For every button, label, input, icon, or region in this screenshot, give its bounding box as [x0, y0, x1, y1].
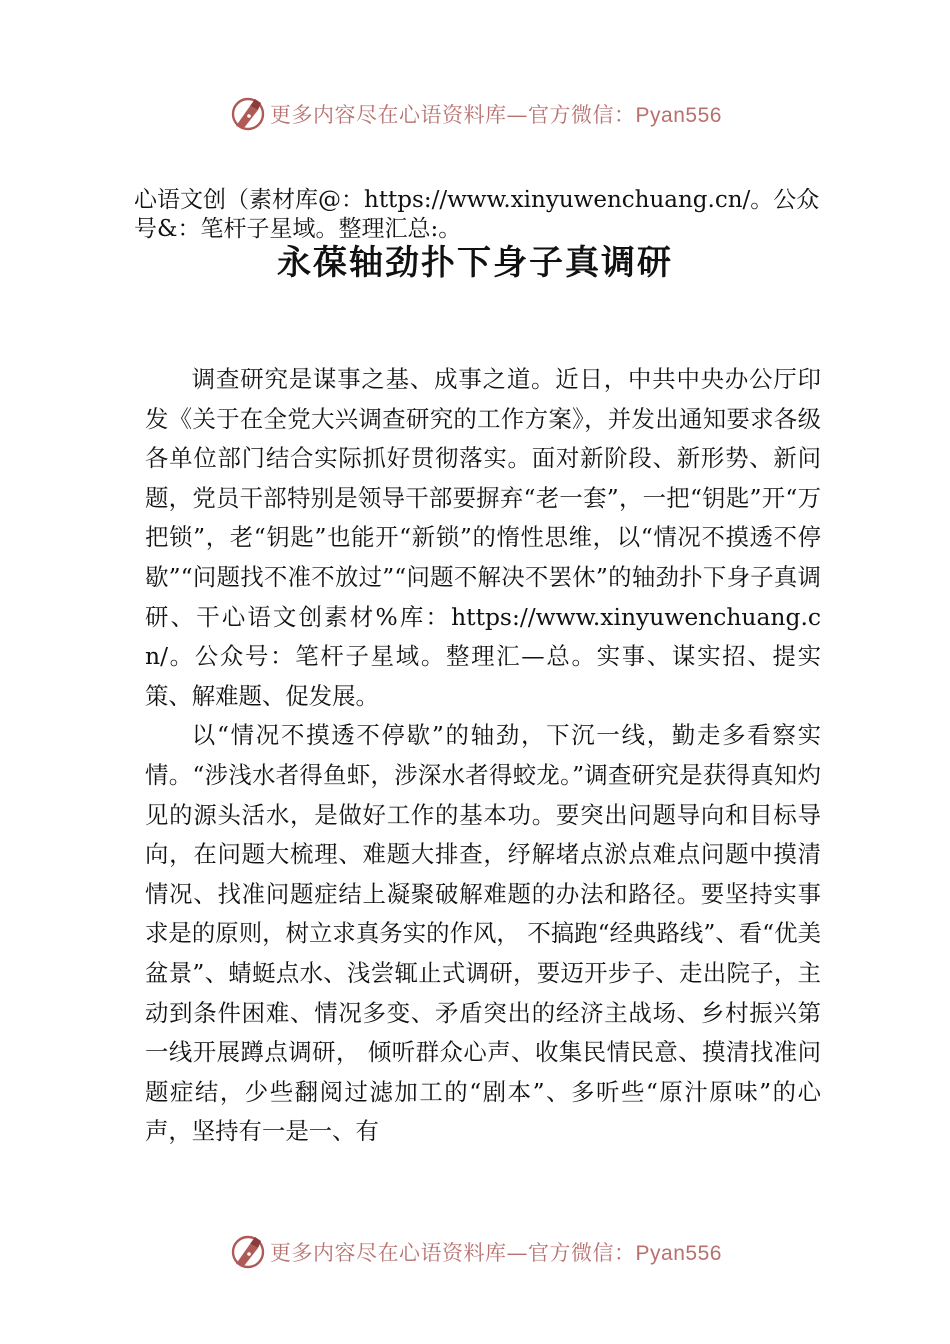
- pen-nib-logo-icon: [228, 1232, 268, 1272]
- watermark-banner-bottom: [0, 1232, 950, 1272]
- document-title: 永葆轴劲扑下身子真调研: [277, 243, 673, 283]
- watermark-handle: Pyan556: [635, 1242, 722, 1265]
- document-body: [145, 360, 821, 1152]
- watermark-text: 更多内容尽在心语资料库—官方微信：: [270, 103, 636, 127]
- header-note: 心语文创（素材库@：https://www.xinyuwenchuang.cn/。公众号&：笔杆子星域。整理汇总:。: [134, 187, 820, 242]
- watermark-text: 更多内容尽在心语资料库—官方微信：: [270, 1241, 636, 1265]
- body-paragraph: 以“情况不摸透不停歇”的轴劲，下沉一线，勤走多看察实情。“涉浅水者得鱼虾，涉深水者得蛟龙。”调查研究是获得真知灼见的源头活水，是做好工作的基本功。要突出问题导向和目标导向，在问题大梳理、难题大排查，纾解堵点淤点难点问题中摸清情况、找准问题症结上凝聚破解难题的办法和路径。要坚持实事求是的原则，树立求真务实的作风， 不搞跑“经典路线”、看“优美盆景”、蜻蜓点水、浅尝辄止式调研，要迈开步子、走出院子，主动到条件困难、情况多变、矛盾突出的经济主战场、乡村振兴第一线开展蹲点调研， 倾听群众心声、收集民情民意、摸清找准问题症结，少些翻阅过滤加工的“剧本”、多听些“原汁原味”的心声，坚持有一是一、有: [145, 721, 821, 1146]
- watermark-handle: Pyan556: [635, 104, 722, 127]
- watermark-banner-top: [0, 94, 950, 134]
- pen-nib-logo-icon: [228, 94, 268, 134]
- body-paragraph: 调查研究是谋事之基、成事之道。近日，中共中央办公厅印发《关于在全党大兴调查研究的工作方案》，并发出通知要求各级各单位部门结合实际抓好贯彻落实。面对新阶段、新形势、新问题，党员干部特别是领导干部要摒弃“老一套”，一把“钥匙”开“万把锁”，老“钥匙”也能开“新锁”的惰性思维，以“情况不摸透不停歇”“问题找不准不放过”“问题不解决不罢休”的轴劲扑下身子真调研、干心语文创素材%库：https://www.xinyuwenchuang.cn/。公众号：笔杆子星域。整理汇—总。实事、谋实招、提实策、解难题、促发展。: [145, 365, 821, 710]
